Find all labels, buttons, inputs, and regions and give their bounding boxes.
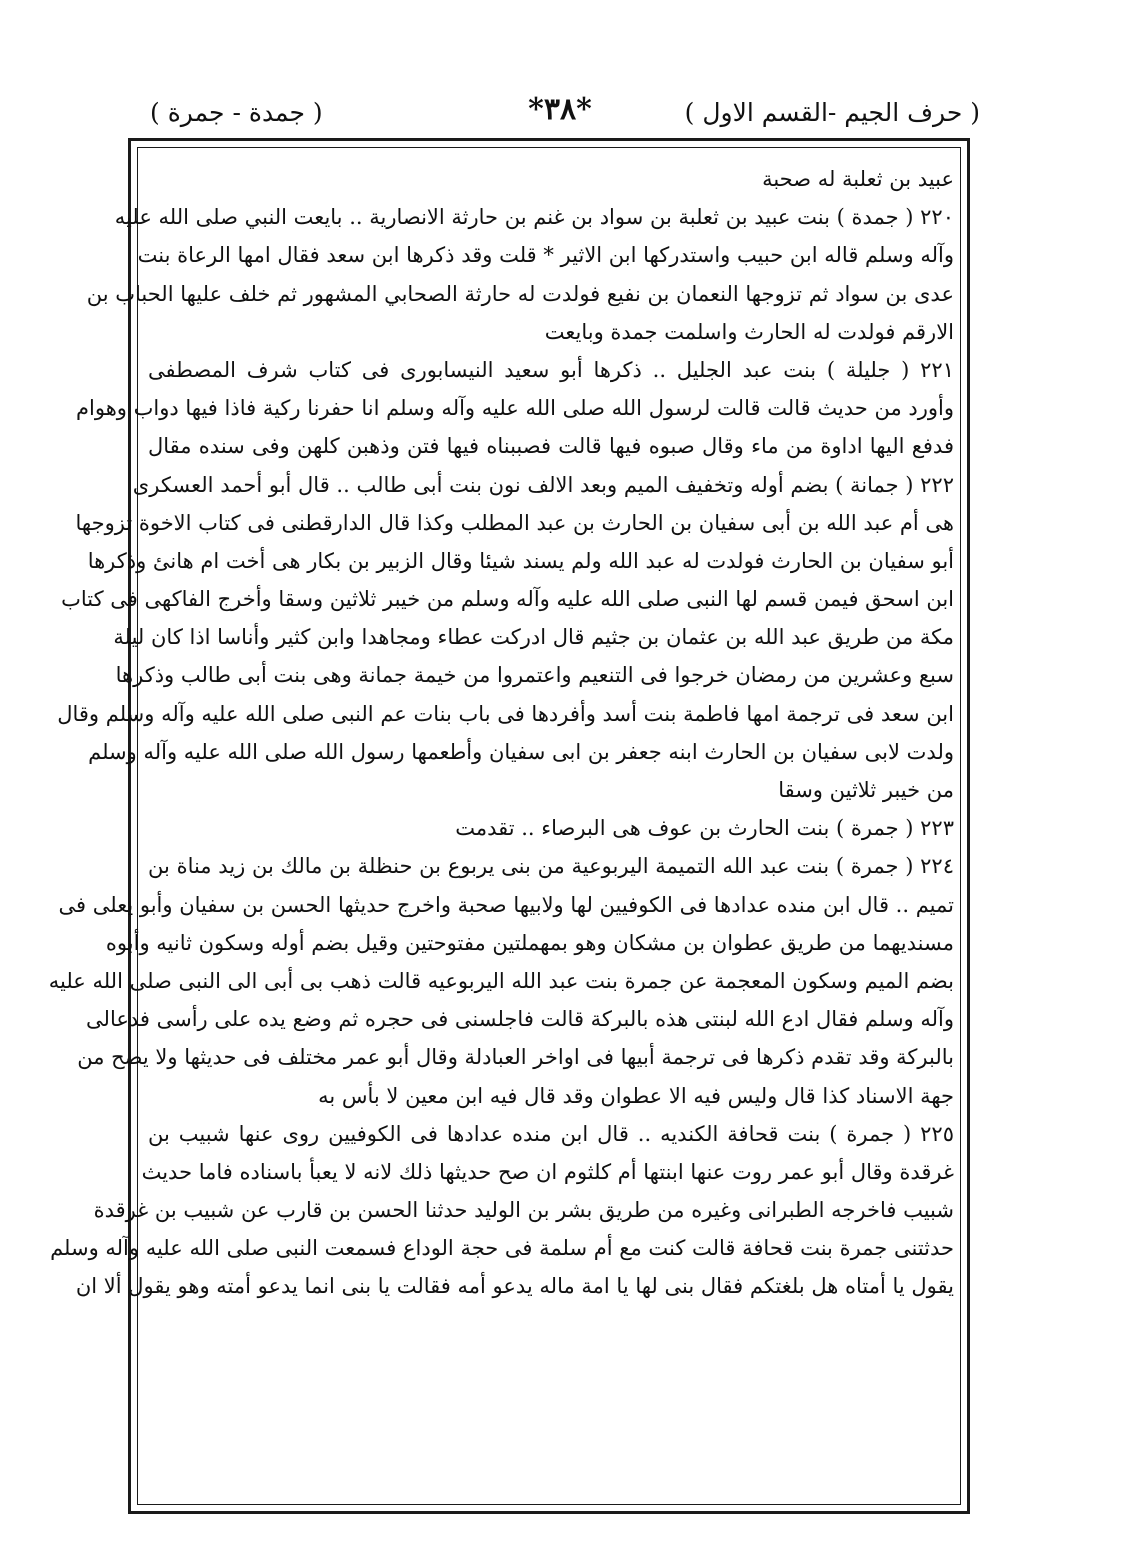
text-line: بضم الميم وسكون المعجمة عن جمرة بنت عبد الله اليربوعيه قالت ذهب بى أبى الى النبى صلى الله عليه [48,968,954,993]
text-line: فدفع اليها اداوة من ماء وقال صبوه فيها قالت فصببناه فيها فتن وذهبن كلهن وفى سنده مقال [148,434,954,459]
text-line: ولدت لابى سفيان بن الحارث ابنه جعفر بن ابى سفيان وأطعمها رسول الله صلى الله عليه وآله وسلم [88,739,954,764]
text-line: ابن اسحق فيمن قسم لها النبى صلى الله عليه وآله وسلم من خيبر ثلاثين وسقا وأخرج الفاكهى فى كتاب [61,587,954,612]
text-line: أبو سفيان بن الحارث فولدت له عبد الله ولم يسند شيئا وقال الزبير بن بكار هى أخت ام هانئ وذكرها [87,548,954,573]
page-number: *٣٨* [528,92,592,127]
text-line: حدثتنى جمرة بنت قحافة قالت كنت مع أم سلمة فى حجة الوداع فسمعت النبى صلى الله عليه وآله وسلم [50,1236,954,1261]
text-line: من خيبر ثلاثين وسقا [778,778,954,802]
text-line: شبيب فاخرجه الطبرانى وغيره من طريق بشر بن الوليد حدثنا الحسن بن قارب عن شبيب بن غرقدة [93,1198,954,1223]
text-line: عدى بن سواد ثم تزوجها النعمان بن نفيع فولدت له حارثة الصحابي المشهور ثم خلف عليها الحباب بن [86,281,954,306]
text-line: عبيد بن ثعلبة له صحبة [762,167,954,191]
text-line: الارقم فولدت له الحارث واسلمت جمدة وبايعت [544,319,954,344]
text-line: غرقدة وقال أبو عمر روت عنها ابنتها أم كلثوم ان صح حديثها ذلك لانه لا يعبأ باسناده فاما حديث [141,1159,954,1184]
text-line: ٢٢٥ ( جمرة ) بنت قحافة الكنديه .. قال ابن منده عدادها فى الكوفيين روى عنها شبيب بن [148,1121,954,1146]
text-line: مسنديهما من طريق عطوان بن مشكان وهو بمهملتين مفتوحتين وقيل بضم أوله وسكون ثانيه وأبوه [105,930,954,955]
text-line: تميم .. قال ابن منده عدادها فى الكوفيين لها ولابيها صحبة واخرج حديثها الحسن بن سفيان وأبو يعلى فى [58,892,954,917]
text-line: ٢٢٣ ( جمرة ) بنت الحارث بن عوف هى البرصاء .. تقدمت [455,816,954,841]
text-line: جهة الاسناد كذا قال وليس فيه الا عطوان وقد قال فيه ابن معين لا بأس به [318,1083,954,1108]
text-line: ٢٢٠ ( جمدة ) بنت عبيد بن ثعلبة بن سواد بن غنم بن حارثة الانصارية .. بايعت النبي صلى الله عليه [114,205,954,230]
text-line: ٢٢١ ( جليلة ) بنت عبد الجليل .. ذكرها أبو سعيد النيسابورى فى كتاب شرف المصطفى [148,357,954,382]
text-line: سبع وعشرين من رمضان خرجوا فى التنعيم واعتمروا من خيمة جمانة وهى بنت أبى طالب وذكرها [115,663,954,688]
chapter-title: ( حرف الجيم -القسم الاول ) [684,98,980,127]
text-line: مكة من طريق عبد الله بن عثمان بن جثيم قال ادركت عطاء ومجاهدا وابن كثير وأناسا اذا كان ليلة [113,625,954,650]
text-line: وآله وسلم فقال ادع الله لبنتى هذه بالبركة قالت فاجلسنى فى حجره ثم وضع يده على رأسى فدعالى [86,1007,954,1032]
text-line: وأورد من حديث قالت قالت لرسول الله صلى الله عليه وآله وسلم انا حفرنا ركية فاذا فيها دواب وهوام [76,396,954,421]
text-line: ٢٢٤ ( جمرة ) بنت عبد الله التميمة اليربوعية من بنى يربوع بن حنظلة بن مالك بن زيد مناة بن [148,854,954,879]
text-line: وآله وسلم قاله ابن حبيب واستدركها ابن الاثير * قلت وقد ذكرها ابن سعد فقال امها الرعاة بنت [137,243,954,268]
text-line: ابن سعد فى ترجمة امها فاطمة بنت أسد وأفردها فى باب بنات عم النبى صلى الله عليه وآله وسلم وقال [57,701,954,726]
body-text [48,160,954,1500]
page-header [140,88,980,136]
text-line: هى أم عبد الله بن أبى سفيان بن الحارث بن عبد المطلب وكذا قال الدارقطنى فى كتاب الاخوة تزوجها [75,510,954,535]
text-line: بالبركة وقد تقدم ذكرها فى ترجمة أبيها فى اواخر العبادلة وقال أبو عمر مختلف فى حديثها ولا يصح من [77,1045,954,1070]
entries-range: ( جمدة - جمرة ) [150,98,323,127]
text-line: يقول يا أمتاه هل بلغتكم فقال بنى لها يا امة ماله يدعو أمه فقالت يا بنى انما يدعو أمته وهو يقول ألا ان [75,1274,954,1299]
text-line: ٢٢٢ ( جمانة ) بضم أوله وتخفيف الميم وبعد الالف نون بنت أبى طالب .. قال أبو أحمد العسكرى [132,472,954,497]
